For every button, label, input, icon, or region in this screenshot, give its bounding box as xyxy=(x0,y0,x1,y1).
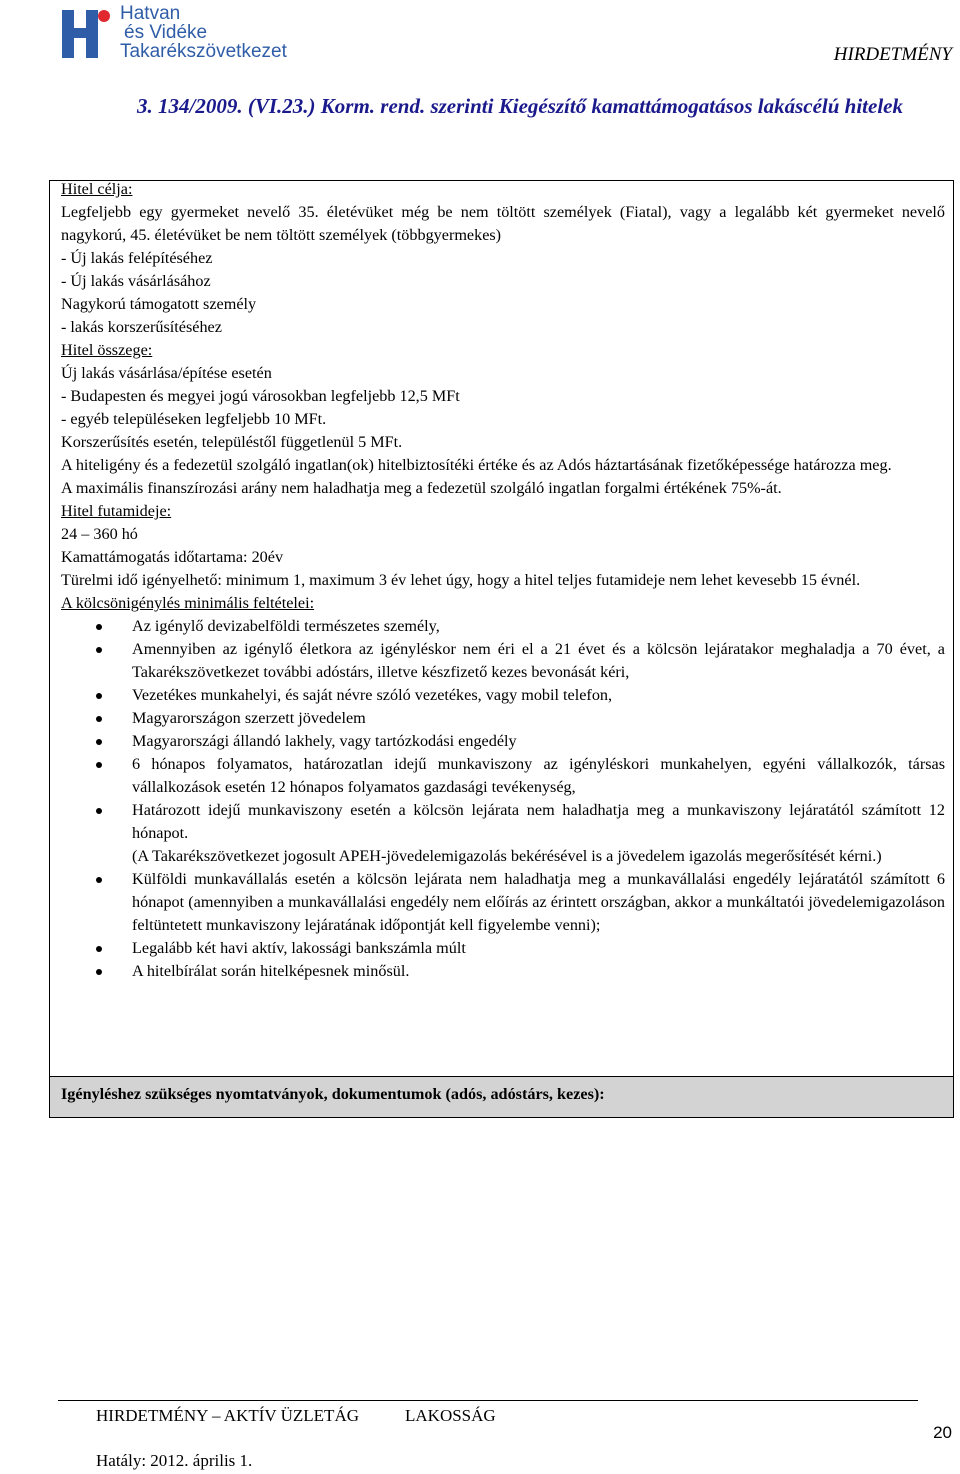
cel-line: - Új lakás vásárlásához xyxy=(61,272,211,290)
logo-line-2: és Vidéke xyxy=(124,22,208,43)
content-body xyxy=(61,178,945,983)
bullet-icon xyxy=(96,946,102,952)
footer-label xyxy=(96,1406,542,1426)
cel-line: Legfeljebb egy gyermeket nevelő 35. életévüket még be nem töltött személyek (Fiatal), vagy a legalább két gyermeket nevelő nagykorú, 45. életévüket be nem töltött személyek (többgyermekes) xyxy=(61,203,945,244)
document-type: HIRDETMÉNY xyxy=(833,44,952,65)
futamido-line: Türelmi idő igényelhető: minimum 1, maximum 3 év lehet úgy, hogy a hitel teljes futamideje nem lehet kevesebb 15 évnél. xyxy=(61,571,861,589)
list-item: 6 hónapos folyamatos, határozatlan idejű munkaviszony az igényléskori munkahelyen, egyéni vállalkozók, társas vállalkozások esetén 12 hónapos folyamatos gazdasági tevékenység, xyxy=(61,753,945,799)
bullet-icon xyxy=(96,969,102,975)
futamido-heading: Hitel futamideje: xyxy=(61,502,172,520)
page-number: 20 xyxy=(933,1423,952,1442)
osszeg-line: A hiteligény és a fedezetül szolgáló ingatlan(ok) hitelbiztosítéki értéke és az Adós háztartásának fizetőképessége határozza meg. xyxy=(61,456,892,474)
documents-heading: Igényléshez szükséges nyomtatványok, dokumentumok (adós, adóstárs, kezes): xyxy=(61,1085,605,1103)
feltetelek-note: (A Takarékszövetkezet jogosult APEH-jövedelemigazolás bekérésével is a jövedelem igazolás megerősítését kérni.) xyxy=(132,847,882,865)
list-item: A hitelbírálat során hitelképesnek minősül. xyxy=(61,960,945,983)
list-item: Magyarországon szerzett jövedelem xyxy=(61,707,945,730)
bullet-icon xyxy=(96,624,102,630)
footer-right-text: LAKOSSÁG xyxy=(405,1406,496,1425)
list-item: Vezetékes munkahelyi, és saját névre szóló vezetékes, vagy mobil telefon, xyxy=(61,684,945,707)
list-item: Az igénylő devizabelföldi természetes személy, xyxy=(61,615,945,638)
cel-line: Nagykorú támogatott személy xyxy=(61,295,257,313)
bank-logo xyxy=(58,4,328,64)
logo-text xyxy=(120,4,287,61)
footer-divider xyxy=(58,1400,918,1401)
bullet-icon xyxy=(96,693,102,699)
osszeg-line: Új lakás vásárlása/építése esetén xyxy=(61,364,272,382)
logo-line-3: Takarékszövetkezet xyxy=(120,41,287,62)
cel-line: - Új lakás felépítéséhez xyxy=(61,249,213,267)
list-item: Határozott idejű munkaviszony esetén a kölcsön lejárata nem haladhatja meg a munkaviszony lejáratától számított 12 hónapot. (A Takarékszövetkezet jogosult APEH-jövedelemigazolás bekérésével is a jövedelem igazolás megerősítését kérni.) xyxy=(61,799,945,868)
osszeg-heading: Hitel összege: xyxy=(61,341,153,359)
bullet-icon xyxy=(96,647,102,653)
effective-date: Hatály: 2012. április 1. xyxy=(96,1451,253,1470)
list-item: Külföldi munkavállalás esetén a kölcsön lejárata nem haladhatja meg a munkavállalási engedély lejáratától számított 6 hónapot (amennyiben a munkavállalási engedély nem előírás az érintett országban, akkor a munkáltatói jövedelemigazoláson feltüntetett munkaviszony lejáratának időpontját kell figyelembe venni); xyxy=(61,868,945,937)
cel-line: - lakás korszerűsítéséhez xyxy=(61,318,222,336)
logo-mark-icon xyxy=(58,4,118,64)
bullet-icon xyxy=(96,716,102,722)
logo-line-1: Hatvan xyxy=(120,3,181,24)
list-item: Legalább két havi aktív, lakossági bankszámla múlt xyxy=(61,937,945,960)
feltetelek-heading: A kölcsönigénylés minimális feltételei: xyxy=(61,594,315,612)
feltetelek-list xyxy=(61,615,945,983)
bullet-icon xyxy=(96,739,102,745)
osszeg-line: - egyéb településeken legfeljebb 10 MFt. xyxy=(61,410,327,428)
futamido-line: 24 – 360 hó xyxy=(61,525,138,543)
list-item: Amennyiben az igénylő életkora az igényléskor nem éri el a 21 évet és a kölcsön lejáratakor meghaladja a 70 évet, a Takarékszövetkezet további adóstárs, illetve készfizető kezes bevonását kéri, xyxy=(61,638,945,684)
osszeg-line: - Budapesten és megyei jogú városokban legfeljebb 12,5 MFt xyxy=(61,387,460,405)
list-item: Magyarországi állandó lakhely, vagy tartózkodási engedély xyxy=(61,730,945,753)
bullet-icon xyxy=(96,877,102,883)
bullet-icon xyxy=(96,762,102,768)
page-header xyxy=(0,0,960,70)
osszeg-line: A maximális finanszírozási arány nem haladhatja meg a fedezetül szolgáló ingatlan forgalmi értékének 75%-át. xyxy=(61,479,782,497)
bullet-icon xyxy=(96,808,102,814)
osszeg-line: Korszerűsítés esetén, településtől függetlenül 5 MFt. xyxy=(61,433,403,451)
futamido-line: Kamattámogatás időtartama: 20év xyxy=(61,548,284,566)
page-title: 3. 134/2009. (VI.23.) Korm. rend. szerinti Kiegészítő kamattámogatásos lakáscélú hitelek xyxy=(137,94,903,118)
cel-heading: Hitel célja: xyxy=(61,180,133,198)
footer-left-text: HIRDETMÉNY – AKTÍV ÜZLETÁG xyxy=(96,1406,359,1425)
